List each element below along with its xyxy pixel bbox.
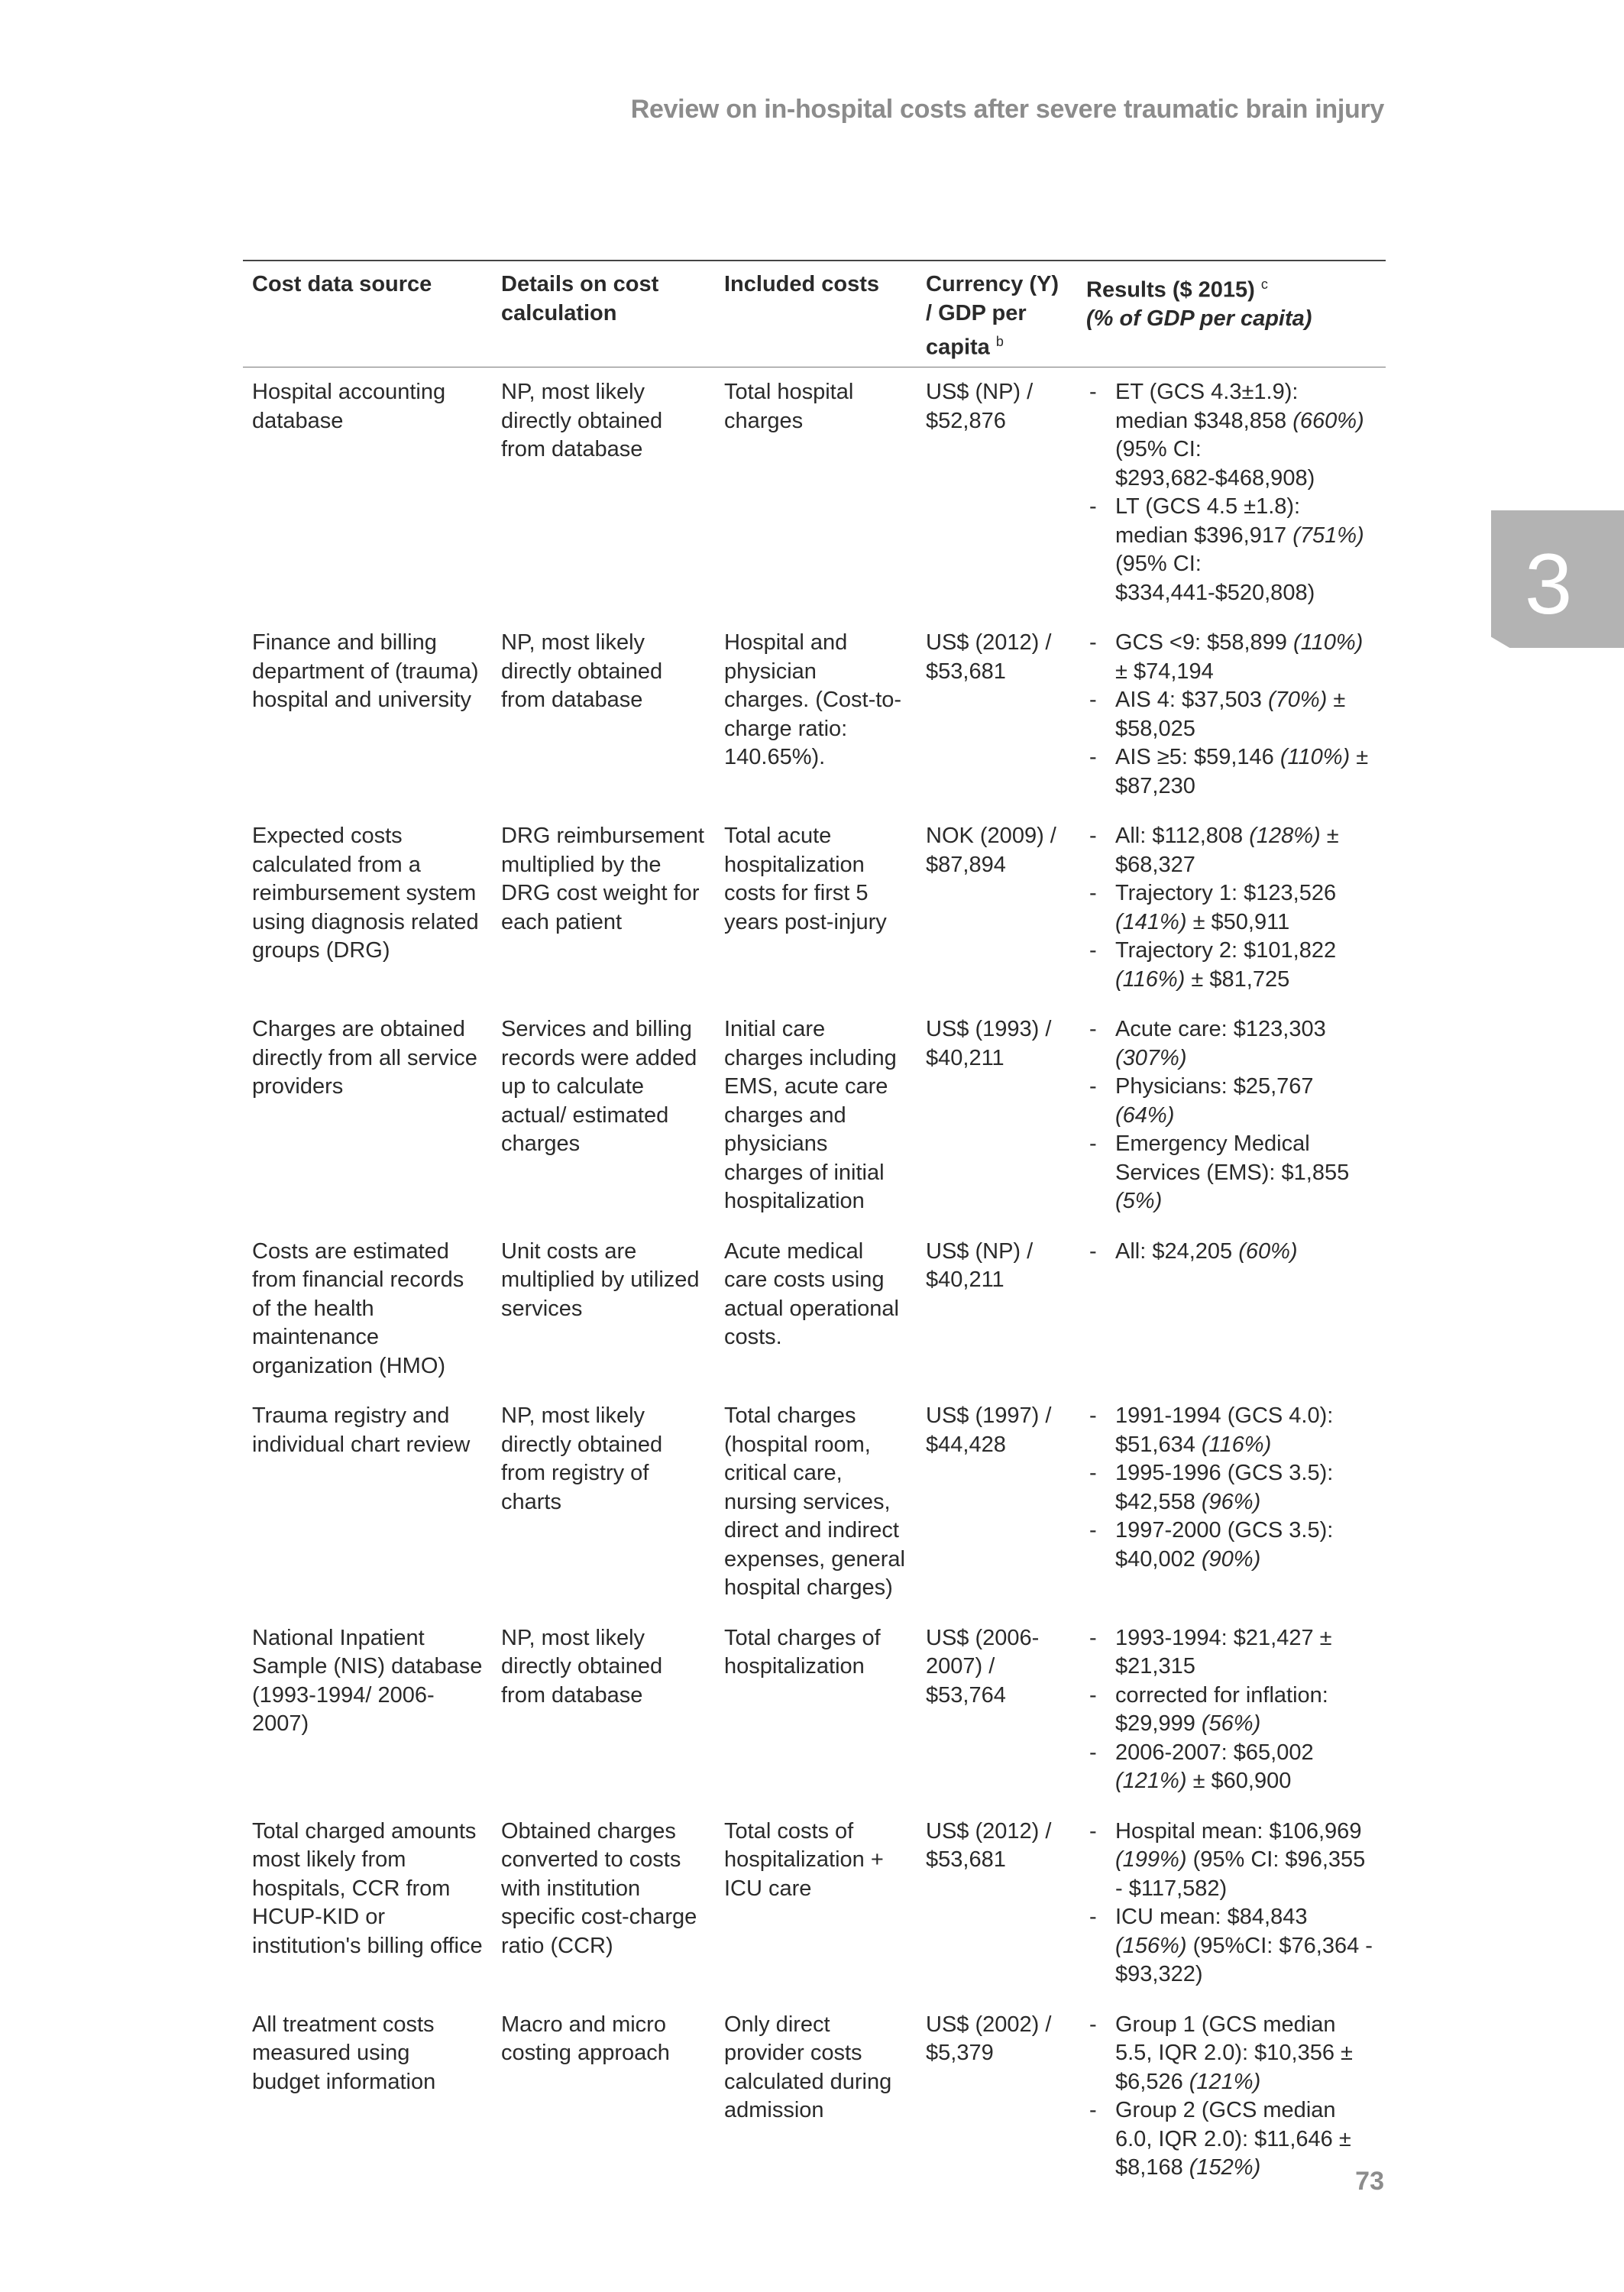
cell-included-text: Total acute hospitalization costs for first 5 years post-injury (724, 824, 887, 934)
header-currency-footnote: b (995, 334, 1004, 349)
result-value: AIS ≥5: $59,146 (1115, 745, 1274, 770)
result-item (1086, 1903, 1377, 1989)
result-value: Group 2 (GCS median 6.0, IQR 2.0): $11,646 ± $8,168 (1115, 2098, 1351, 2180)
results-list (1086, 2011, 1377, 2183)
result-value: Acute care: $123,303 (1115, 1017, 1326, 1042)
result-detail: ± $68,327 (1115, 824, 1339, 877)
table-row (243, 811, 1386, 1005)
cell-details-text: NP, most likely directly obtained from database (501, 1625, 663, 1708)
cell-currency (917, 1391, 1077, 1614)
header-currency: Currency (Y) / GDP per capita $^b$ (926, 272, 1059, 360)
running-header: Review on in-hospital costs after severe traumatic brain injury (630, 95, 1384, 124)
result-gdp-percent: (56%) (1201, 1711, 1261, 1737)
result-gdp-percent: (90%) (1201, 1546, 1261, 1572)
cell-details (492, 618, 715, 811)
cell-source-text: Costs are estimated from financial records of the health maintenance organization (HMO) (252, 1238, 464, 1378)
results-list (1086, 1238, 1377, 1267)
cell-source (243, 811, 492, 1005)
results-list (1086, 629, 1377, 801)
result-value: 2006-2007: $65,002 (1115, 1740, 1314, 1765)
cell-details (492, 1391, 715, 1614)
result-detail: (95%CI: $76,364 - $93,322) (1115, 1933, 1373, 1987)
cell-details (492, 811, 715, 1005)
result-item (1086, 1402, 1377, 1459)
result-gdp-percent: (156%) (1115, 1933, 1187, 1958)
cell-results (1077, 1807, 1386, 2000)
result-item (1086, 1459, 1377, 1517)
header-results-footnote: c (1260, 277, 1268, 292)
result-item (1086, 493, 1377, 607)
result-gdp-percent: (751%) (1292, 523, 1364, 548)
result-value: 1991-1994 (GCS 4.0): $51,634 (1115, 1403, 1334, 1457)
cell-details (492, 1614, 715, 1807)
result-item (1086, 1238, 1377, 1267)
result-item (1086, 1682, 1377, 1739)
result-value: All: $24,205 (1115, 1238, 1233, 1264)
cell-source (243, 1807, 492, 2000)
results-list (1086, 1015, 1377, 1216)
cell-included-text: Acute medical care costs using actual operational costs. (724, 1238, 899, 1350)
cell-included (715, 618, 917, 811)
results-list (1086, 1402, 1377, 1574)
table-header-row (243, 261, 1386, 367)
cell-currency-text: US$ (1993) / $40,211 (926, 1017, 1052, 1070)
cell-source-text: Total charged amounts most likely from hospitals, CCR from HCUP-KID or institution's billing office (252, 1818, 483, 1958)
cell-included-text: Total charges (hospital room, critical care, nursing services, direct and indirect expenses, general hospital charges) (724, 1403, 905, 1601)
result-value: ET (GCS 4.3±1.9): median $348,858 (1115, 380, 1299, 433)
result-item (1086, 879, 1377, 937)
result-gdp-percent: (96%) (1201, 1489, 1261, 1514)
cell-currency-text: US$ (NP) / $52,876 (926, 380, 1034, 433)
cell-results (1077, 1227, 1386, 1392)
result-value: ICU mean: $84,843 (1115, 1905, 1308, 1930)
cell-details (492, 1005, 715, 1227)
table-row (243, 1391, 1386, 1614)
result-gdp-percent: (60%) (1238, 1238, 1298, 1264)
result-detail: ± $74,194 (1115, 659, 1214, 684)
cell-source (243, 1005, 492, 1227)
cell-details-text: Services and billing records were added up to calculate actual/ estimated charges (501, 1017, 697, 1157)
cell-source-text: Finance and billing department of (trauma) hospital and university (252, 630, 479, 713)
result-value: LT (GCS 4.5 ±1.8): median $396,917 (1115, 494, 1301, 548)
result-detail: (95% CI: $334,441-$520,808) (1115, 552, 1315, 605)
cell-details (492, 367, 715, 619)
result-detail: ± $58,025 (1115, 688, 1346, 741)
cell-source (243, 618, 492, 811)
cell-currency (917, 1227, 1077, 1392)
result-gdp-percent: (70%) (1267, 688, 1328, 713)
cell-source-text: Hospital accounting database (252, 380, 446, 433)
result-value: 1997-2000 (GCS 3.5): $40,002 (1115, 1518, 1334, 1572)
cell-details-text: DRG reimbursement multiplied by the DRG cost weight for each patient (501, 824, 704, 934)
result-item (1086, 1739, 1377, 1796)
result-value: corrected for inflation: $29,999 (1115, 1682, 1328, 1737)
results-list (1086, 822, 1377, 994)
result-gdp-percent: (5%) (1115, 1189, 1163, 1214)
cell-included (715, 2000, 917, 2193)
header-details: Details on cost calculation (501, 272, 659, 325)
result-item (1086, 1015, 1377, 1073)
result-gdp-percent: (199%) (1115, 1847, 1187, 1873)
result-gdp-percent: (64%) (1115, 1102, 1175, 1128)
result-item (1086, 378, 1377, 493)
table-row (243, 1614, 1386, 1807)
cell-currency-text: US$ (2002) / $5,379 (926, 2012, 1052, 2066)
result-gdp-percent: (128%) (1249, 824, 1321, 849)
result-item (1086, 937, 1377, 994)
result-detail: ± $60,900 (1192, 1769, 1292, 1794)
cell-source-text: Charges are obtained directly from all service providers (252, 1017, 477, 1099)
cell-source (243, 1391, 492, 1614)
result-value: AIS 4: $37,503 (1115, 688, 1262, 713)
cell-included-text: Initial care charges including EMS, acute care charges and physicians charges of initial hospitalization (724, 1017, 897, 1214)
result-gdp-percent: (307%) (1115, 1045, 1187, 1070)
result-gdp-percent: (152%) (1189, 2155, 1261, 2180)
cell-details-text: NP, most likely directly obtained from database (501, 630, 663, 713)
result-gdp-percent: (121%) (1189, 2069, 1261, 2094)
result-value: GCS <9: $58,899 (1115, 630, 1287, 656)
results-list (1086, 1818, 1377, 1989)
result-item (1086, 1130, 1377, 1216)
result-item (1086, 686, 1377, 743)
cell-source (243, 1614, 492, 1807)
result-value: All: $112,808 (1115, 824, 1244, 849)
cell-currency-text: US$ (1997) / $44,428 (926, 1403, 1052, 1457)
cell-included-text: Hospital and physician charges. (Cost-to-charge ratio: 140.65%). (724, 630, 902, 770)
cell-included (715, 1614, 917, 1807)
cell-included (715, 1005, 917, 1227)
cell-included (715, 1807, 917, 2000)
result-value: Trajectory 2: $101,822 (1115, 938, 1337, 963)
cell-currency (917, 811, 1077, 1005)
result-item (1086, 743, 1377, 801)
result-detail: ± $87,230 (1115, 745, 1369, 798)
cell-results (1077, 1391, 1386, 1614)
result-gdp-percent: (110%) (1279, 745, 1351, 770)
cell-details-text: Obtained charges converted to costs with institution specific cost-charge ratio (CCR) (501, 1818, 697, 1958)
cell-included (715, 1227, 917, 1392)
cell-source-text: National Inpatient Sample (NIS) database (1993-1994/ 2006-2007) (252, 1625, 483, 1737)
cell-source (243, 1227, 492, 1392)
table-row (243, 2000, 1386, 2193)
result-value: Physicians: $25,767 (1115, 1074, 1314, 1099)
cell-results (1077, 367, 1386, 619)
result-gdp-percent: (660%) (1292, 408, 1364, 433)
cell-currency (917, 1807, 1077, 2000)
cell-currency (917, 367, 1077, 619)
result-item (1086, 1073, 1377, 1130)
result-item (1086, 2011, 1377, 2097)
result-value: Emergency Medical Services (EMS): $1,855 (1115, 1131, 1350, 1185)
results-list (1086, 378, 1377, 607)
cell-currency-text: NOK (2009) / $87,894 (926, 824, 1056, 877)
cell-details-text: NP, most likely directly obtained from database (501, 380, 663, 462)
cell-details (492, 1227, 715, 1392)
cell-results (1077, 811, 1386, 1005)
cell-currency-text: US$ (2012) / $53,681 (926, 1818, 1052, 1873)
result-value: Hospital mean: $106,969 (1115, 1818, 1362, 1844)
cell-results (1077, 1005, 1386, 1227)
table-row (243, 1227, 1386, 1392)
cell-currency-text: US$ (NP) / $40,211 (926, 1238, 1034, 1293)
cell-details (492, 1807, 715, 2000)
table-body (243, 367, 1386, 2193)
result-detail: ± $50,911 (1192, 909, 1290, 934)
table-row (243, 1807, 1386, 2000)
result-detail: (95% CI: $96,355 - $117,582) (1115, 1847, 1366, 1901)
result-detail: ± $81,725 (1191, 966, 1290, 992)
cell-results (1077, 2000, 1386, 2193)
chapter-number: 3 (1525, 536, 1573, 632)
cell-currency (917, 1005, 1077, 1227)
result-item (1086, 822, 1377, 879)
result-value: 1995-1996 (GCS 3.5): $42,558 (1115, 1461, 1334, 1514)
result-gdp-percent: (116%) (1115, 966, 1186, 992)
header-included-costs: Included costs (724, 272, 880, 296)
cell-included-text: Total hospital charges (724, 380, 854, 433)
cell-currency-text: US$ (2012) / $53,681 (926, 630, 1052, 684)
cell-included-text: Total charges of hospitalization (724, 1625, 881, 1679)
result-value: 1993-1994: $21,427 ± $21,315 (1115, 1625, 1332, 1679)
result-gdp-percent: (141%) (1115, 909, 1187, 934)
cell-source-text: All treatment costs measured using budget information (252, 2012, 436, 2094)
cell-details-text: Macro and micro costing approach (501, 2012, 670, 2066)
cell-included (715, 1391, 917, 1614)
result-item (1086, 2096, 1377, 2183)
cell-currency (917, 618, 1077, 811)
result-gdp-percent: (121%) (1115, 1769, 1187, 1794)
cell-details (492, 2000, 715, 2193)
result-item (1086, 629, 1377, 686)
cell-currency (917, 2000, 1077, 2193)
result-detail: (95% CI: $293,682-$468,908) (1115, 437, 1315, 490)
cell-currency-text: US$ (2006-2007) / $53,764 (926, 1625, 1040, 1708)
result-gdp-percent: (110%) (1292, 630, 1364, 656)
result-value: Group 1 (GCS median 5.5, IQR 2.0): $10,356 ± $6,526 (1115, 2012, 1353, 2094)
cell-included-text: Only direct provider costs calculated during admission (724, 2012, 892, 2123)
cell-included (715, 811, 917, 1005)
cell-currency (917, 1614, 1077, 1807)
cell-results (1077, 618, 1386, 811)
cell-included-text: Total costs of hospitalization + ICU care (724, 1818, 884, 1901)
header-cost-data-source: Cost data source (252, 272, 432, 296)
cell-included (715, 367, 917, 619)
result-item (1086, 1517, 1377, 1574)
cell-details-text: NP, most likely directly obtained from registry of charts (501, 1403, 663, 1514)
result-item (1086, 1818, 1377, 1904)
result-item (1086, 1624, 1377, 1682)
cell-results (1077, 1614, 1386, 1807)
header-results: Results ($ 2015) $^c$ (% of GDP per capita) (1077, 261, 1386, 367)
header-results-sub: (% of GDP per capita) (1086, 306, 1312, 332)
cell-source (243, 2000, 492, 2193)
page-number: 73 (1355, 2167, 1384, 2196)
result-value: Trajectory 1: $123,526 (1115, 881, 1337, 906)
cell-source-text: Expected costs calculated from a reimbursement system using diagnosis related groups (DRG) (252, 824, 479, 963)
cost-table (243, 260, 1386, 2193)
result-gdp-percent: (116%) (1201, 1432, 1272, 1457)
table-row (243, 618, 1386, 811)
cell-source (243, 367, 492, 619)
table-row (243, 1005, 1386, 1227)
results-list (1086, 1624, 1377, 1796)
table-row (243, 367, 1386, 619)
cell-source-text: Trauma registry and individual chart review (252, 1403, 471, 1457)
cell-details-text: Unit costs are multiplied by utilized services (501, 1238, 700, 1321)
